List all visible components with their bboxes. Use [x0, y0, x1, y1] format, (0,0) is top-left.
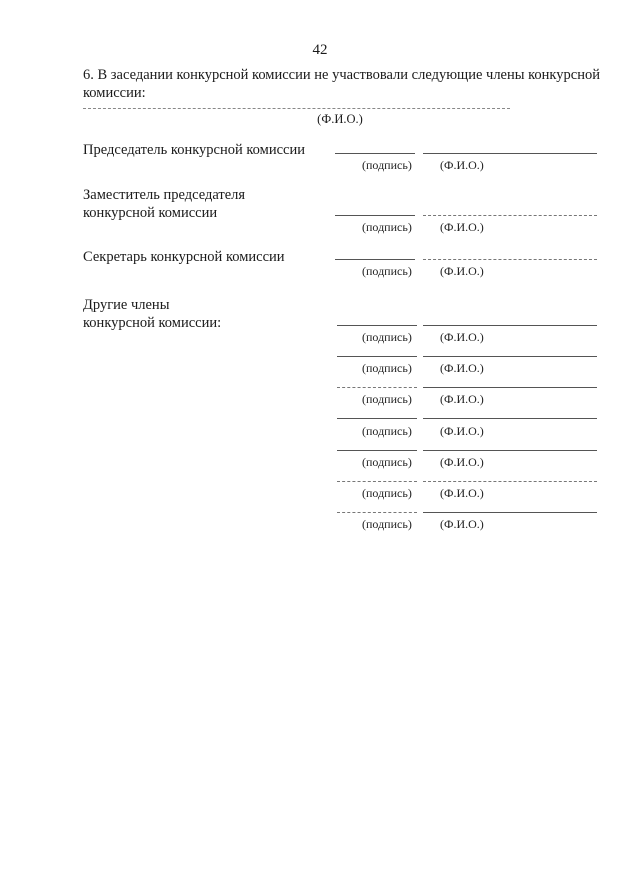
member-6-signature-line — [337, 481, 417, 482]
member-7-signature-caption: (подпись) — [362, 517, 412, 531]
deputy-fio-caption: (Ф.И.О.) — [440, 220, 484, 234]
member-1-signature-caption: (подпись) — [362, 330, 412, 344]
member-7-signature-line — [337, 512, 417, 513]
member-6-fio-line — [423, 481, 597, 482]
others-label-line1: Другие члены — [83, 297, 170, 313]
member-5-signature-line — [337, 450, 417, 451]
page-number: 42 — [312, 42, 328, 58]
member-1-fio-caption: (Ф.И.О.) — [440, 330, 484, 344]
member-4-signature-caption: (подпись) — [362, 424, 412, 438]
chairman-label: Председатель конкурсной комиссии — [83, 142, 305, 158]
member-4-fio-line — [423, 418, 597, 419]
member-2-signature-caption: (подпись) — [362, 361, 412, 375]
chairman-fio-line — [423, 153, 597, 154]
deputy-signature-line — [335, 215, 415, 216]
deputy-label-line2: конкурсной комиссии — [83, 205, 218, 221]
member-6-fio-caption: (Ф.И.О.) — [440, 486, 484, 500]
member-3-fio-caption: (Ф.И.О.) — [440, 392, 484, 406]
deputy-fio-line — [423, 215, 597, 216]
absent-members-line — [83, 108, 510, 109]
member-3-fio-line — [423, 387, 597, 388]
member-4-signature-line — [337, 418, 417, 419]
member-1-signature-line — [337, 325, 417, 326]
item-6-text: 6. В заседании конкурсной комиссии не участвовали следующие члены конкурсной комиссии: — [83, 67, 600, 101]
secretary-signature-caption: (подпись) — [362, 264, 412, 278]
member-4-fio-caption: (Ф.И.О.) — [440, 424, 484, 438]
secretary-fio-line — [423, 259, 597, 260]
member-5-fio-line — [423, 450, 597, 451]
member-1-fio-line — [423, 325, 597, 326]
member-3-signature-caption: (подпись) — [362, 392, 412, 406]
member-7-fio-caption: (Ф.И.О.) — [440, 517, 484, 531]
deputy-label-line1: Заместитель председателя — [83, 187, 246, 203]
member-5-fio-caption: (Ф.И.О.) — [440, 455, 484, 469]
member-2-fio-line — [423, 356, 597, 357]
member-5-signature-caption: (подпись) — [362, 455, 412, 469]
secretary-fio-caption: (Ф.И.О.) — [440, 264, 484, 278]
others-label-line2: конкурсной комиссии: — [83, 315, 222, 331]
member-6-signature-caption: (подпись) — [362, 486, 412, 500]
member-2-fio-caption: (Ф.И.О.) — [440, 361, 484, 375]
member-3-signature-line — [337, 387, 417, 388]
member-2-signature-line — [337, 356, 417, 357]
secretary-label: Секретарь конкурсной комиссии — [83, 249, 285, 265]
chairman-signature-caption: (подпись) — [362, 158, 412, 172]
chairman-signature-line — [335, 153, 415, 154]
deputy-signature-caption: (подпись) — [362, 220, 412, 234]
member-7-fio-line — [423, 512, 597, 513]
absent-fio-caption: (Ф.И.О.) — [317, 112, 363, 126]
chairman-fio-caption: (Ф.И.О.) — [440, 158, 484, 172]
secretary-signature-line — [335, 259, 415, 260]
